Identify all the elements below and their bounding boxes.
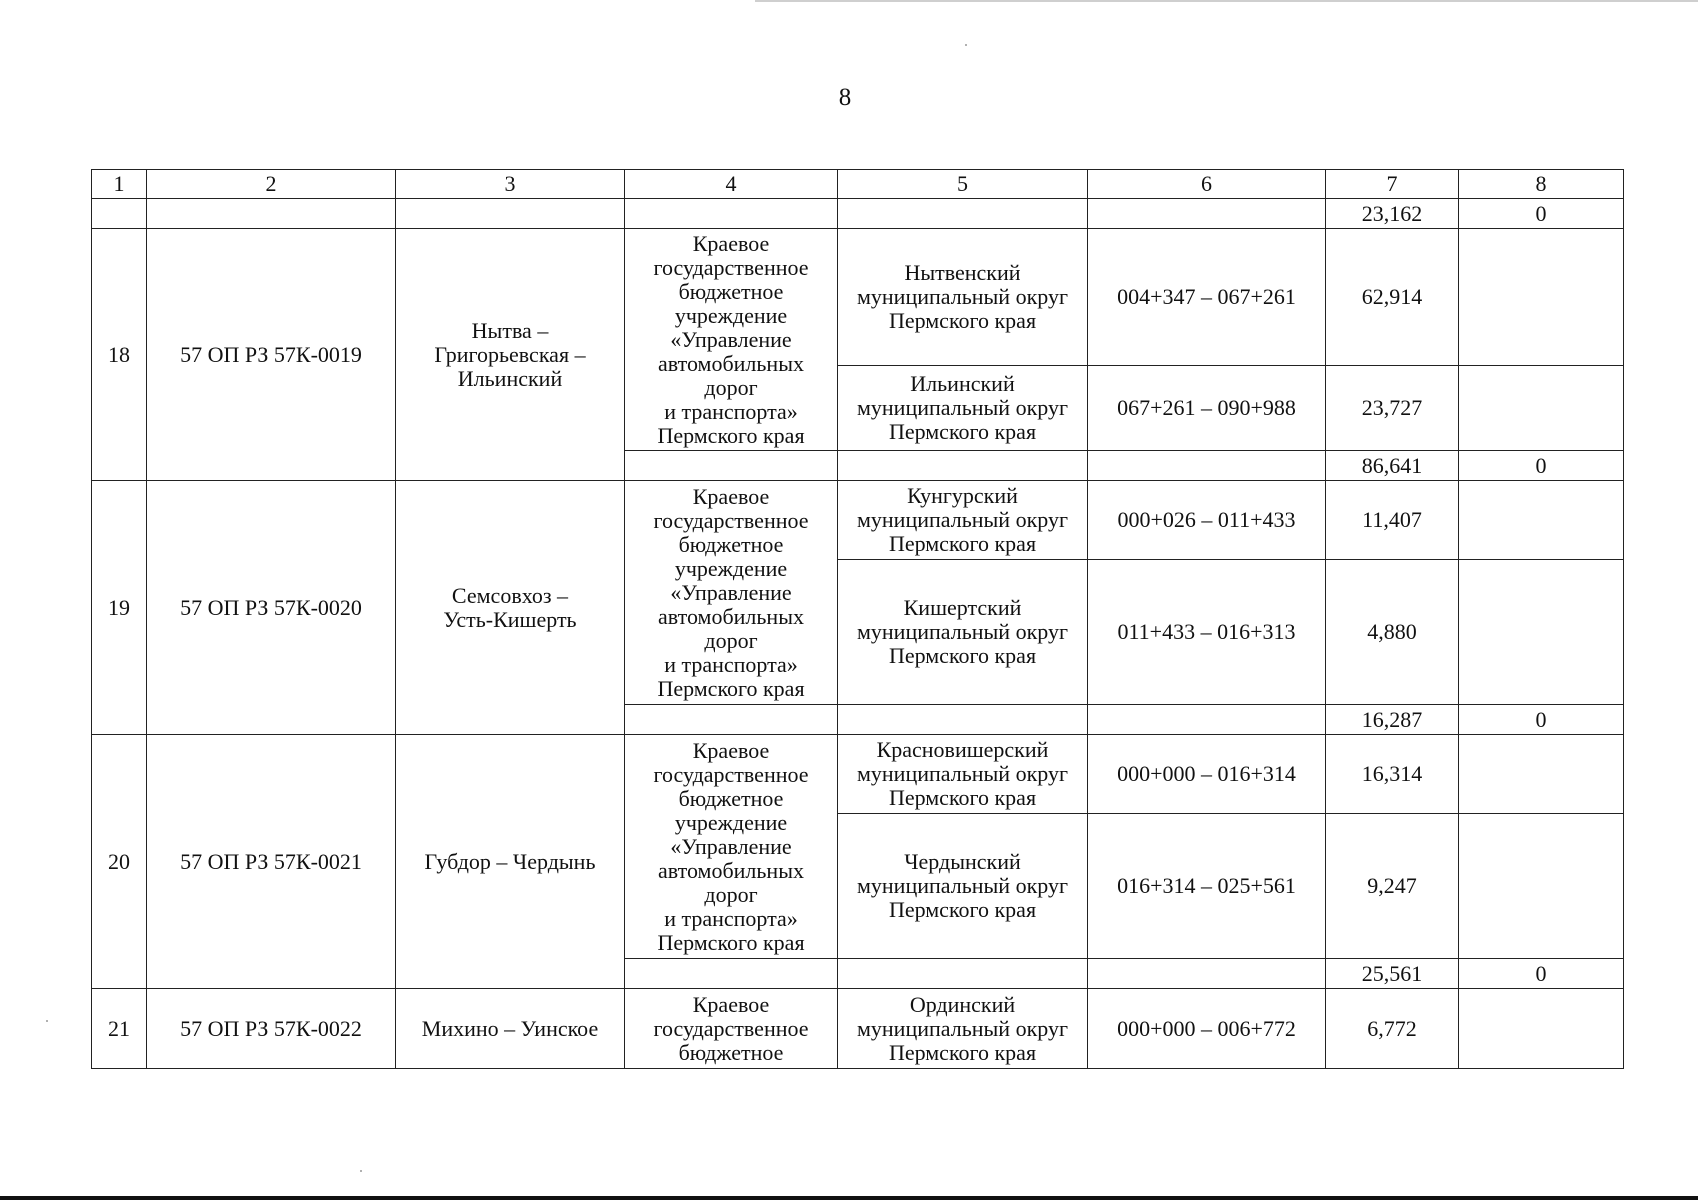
road-owner-line: Краевое: [692, 230, 770, 256]
km-range: 011+433 – 016+313: [1088, 560, 1326, 705]
empty-cell: [147, 199, 396, 229]
empty-cell: [396, 199, 625, 229]
carryover-length: 23,162: [1326, 199, 1459, 229]
empty-cell: [625, 705, 838, 735]
entry-number: 18: [92, 229, 147, 481]
table-row: [92, 989, 1624, 1069]
road-owner-line: бюджетное: [678, 531, 784, 557]
road-owner-line: Краевое: [692, 991, 770, 1017]
road-owner: [625, 989, 838, 1069]
district-line: Пермского края: [888, 897, 1037, 922]
section-length: 16,314: [1326, 735, 1459, 814]
total-col8: 0: [1459, 959, 1624, 989]
road-owner-line: «Управление: [670, 579, 792, 605]
road-owner-line: государственное: [653, 761, 809, 787]
column-header-7: 7: [1326, 170, 1459, 199]
road-owner-line: государственное: [653, 1015, 809, 1041]
km-range: 000+000 – 016+314: [1088, 735, 1326, 814]
road-name-line: Губдор – Чердынь: [424, 848, 596, 874]
district: [838, 229, 1088, 366]
road-name-line: Семсовхоз –: [451, 582, 569, 608]
table-body: [92, 170, 1624, 1069]
road-owner-line: «Управление: [670, 326, 792, 352]
column-header-5: 5: [838, 170, 1088, 199]
road-owner-line: учреждение: [674, 555, 788, 581]
road-owner-line: государственное: [653, 254, 809, 280]
road-name: [396, 989, 625, 1069]
table-row: [92, 735, 1624, 814]
road-owner-line: бюджетное: [678, 785, 784, 811]
district-line: Пермского края: [888, 308, 1037, 333]
total-length: 25,561: [1326, 959, 1459, 989]
road-owner-line: Краевое: [692, 483, 770, 509]
district-line: Ильинский: [910, 371, 1015, 396]
km-range: 016+314 – 025+561: [1088, 814, 1326, 959]
column-header-2: 2: [147, 170, 396, 199]
empty-cell: [1088, 959, 1326, 989]
district-line: Пермского края: [888, 643, 1037, 668]
km-range: 067+261 – 090+988: [1088, 366, 1326, 451]
road-code: 57 ОП РЗ 57К-0022: [147, 989, 396, 1069]
empty-cell: [1088, 199, 1326, 229]
section-length: 62,914: [1326, 229, 1459, 366]
road-owner-line: государственное: [653, 507, 809, 533]
scan-speck: [46, 1020, 48, 1022]
road-code: 57 ОП РЗ 57К-0021: [147, 735, 396, 989]
road-name: [396, 481, 625, 735]
total-length: 16,287: [1326, 705, 1459, 735]
scan-edge-bottom: [0, 1196, 1698, 1200]
carryover-row: [92, 199, 1624, 229]
total-col8: 0: [1459, 451, 1624, 481]
road-owner-line: Краевое: [692, 737, 770, 763]
road-owner-line: учреждение: [674, 809, 788, 835]
road-name-line: Ильинский: [457, 365, 563, 391]
total-col8: 0: [1459, 705, 1624, 735]
district-line: муниципальный округ: [856, 619, 1068, 644]
col8-cell: [1459, 989, 1624, 1069]
entry-number: 19: [92, 481, 147, 735]
district: [838, 735, 1088, 814]
empty-cell: [625, 451, 838, 481]
road-owner-line: и транспорта»: [664, 398, 798, 424]
road-name-line: Нытва –: [471, 317, 549, 343]
road-owner: [625, 735, 838, 959]
district: [838, 481, 1088, 560]
roads-table: [91, 169, 1624, 1069]
total-length: 86,641: [1326, 451, 1459, 481]
road-code: 57 ОП РЗ 57К-0020: [147, 481, 396, 735]
road-owner-line: учреждение: [674, 302, 788, 328]
road-owner-line: бюджетное: [678, 1039, 784, 1065]
district: [838, 560, 1088, 705]
road-owner-line: бюджетное: [678, 278, 784, 304]
km-range: 000+026 – 011+433: [1088, 481, 1326, 560]
road-owner-line: дорог: [704, 627, 758, 653]
table-row: [92, 481, 1624, 560]
col8-cell: [1459, 560, 1624, 705]
empty-cell: [1088, 451, 1326, 481]
column-header-6: 6: [1088, 170, 1326, 199]
district-line: Пермского края: [888, 419, 1037, 444]
road-name: [396, 229, 625, 481]
district: [838, 366, 1088, 451]
road-owner-line: «Управление: [670, 833, 792, 859]
district-line: Пермского края: [888, 1039, 1037, 1065]
col8-cell: [1459, 366, 1624, 451]
col8-cell: [1459, 735, 1624, 814]
empty-cell: [838, 959, 1088, 989]
district-line: Ординский: [909, 991, 1016, 1017]
empty-cell: [1088, 705, 1326, 735]
section-length: 4,880: [1326, 560, 1459, 705]
km-range: 000+000 – 006+772: [1088, 989, 1326, 1069]
empty-cell: [92, 199, 147, 229]
road-owner-line: автомобильных: [658, 603, 804, 629]
section-length: 6,772: [1326, 989, 1459, 1069]
road-owner-line: автомобильных: [658, 857, 804, 883]
district-line: Кишертский: [903, 595, 1022, 620]
column-header-4: 4: [625, 170, 838, 199]
table-row: [92, 229, 1624, 366]
district-line: Пермского края: [888, 531, 1037, 556]
district: [838, 814, 1088, 959]
carryover-col8: 0: [1459, 199, 1624, 229]
district-line: муниципальный округ: [856, 395, 1068, 420]
road-owner-line: дорог: [704, 374, 758, 400]
road-owner: [625, 481, 838, 705]
empty-cell: [838, 705, 1088, 735]
scan-speck: [360, 1170, 362, 1172]
district-line: Красновишерский: [876, 737, 1049, 762]
column-header-1: 1: [92, 170, 147, 199]
section-length: 11,407: [1326, 481, 1459, 560]
col8-cell: [1459, 229, 1624, 366]
district-line: Нытвенский: [904, 260, 1021, 285]
road-owner-line: Пермского края: [657, 422, 805, 448]
district-line: муниципальный округ: [856, 284, 1068, 309]
road-owner-line: автомобильных: [658, 350, 804, 376]
column-header-8: 8: [1459, 170, 1624, 199]
section-length: 23,727: [1326, 366, 1459, 451]
scan-speck: [965, 44, 967, 46]
header-row: [92, 170, 1624, 199]
road-owner: [625, 229, 838, 451]
scan-edge-top: [755, 0, 1698, 2]
entry-number: 21: [92, 989, 147, 1069]
empty-cell: [625, 959, 838, 989]
page-number: 8: [838, 84, 852, 111]
road-owner-line: дорог: [704, 881, 758, 907]
empty-cell: [625, 199, 838, 229]
column-header-3: 3: [396, 170, 625, 199]
empty-cell: [838, 199, 1088, 229]
col8-cell: [1459, 481, 1624, 560]
district-line: муниципальный округ: [856, 507, 1068, 532]
district-line: муниципальный округ: [856, 873, 1068, 898]
road-name-line: Михино – Уинское: [421, 1015, 599, 1041]
road-owner-line: Пермского края: [657, 675, 805, 701]
col8-cell: [1459, 814, 1624, 959]
road-owner-line: и транспорта»: [664, 651, 798, 677]
road-name-line: Усть-Кишерть: [443, 606, 577, 632]
entry-number: 20: [92, 735, 147, 989]
road-code: 57 ОП РЗ 57К-0019: [147, 229, 396, 481]
district-line: Чердынский: [904, 849, 1021, 874]
section-length: 9,247: [1326, 814, 1459, 959]
road-name-line: Григорьевская –: [434, 341, 586, 367]
empty-cell: [838, 451, 1088, 481]
road-name: [396, 735, 625, 989]
road-owner-line: и транспорта»: [664, 905, 798, 931]
district: [838, 989, 1088, 1069]
district-line: муниципальный округ: [856, 761, 1068, 786]
road-owner-line: Пермского края: [657, 929, 805, 955]
district-line: муниципальный округ: [856, 1015, 1068, 1041]
km-range: 004+347 – 067+261: [1088, 229, 1326, 366]
district-line: Кунгурский: [907, 483, 1018, 508]
district-line: Пермского края: [888, 785, 1037, 810]
